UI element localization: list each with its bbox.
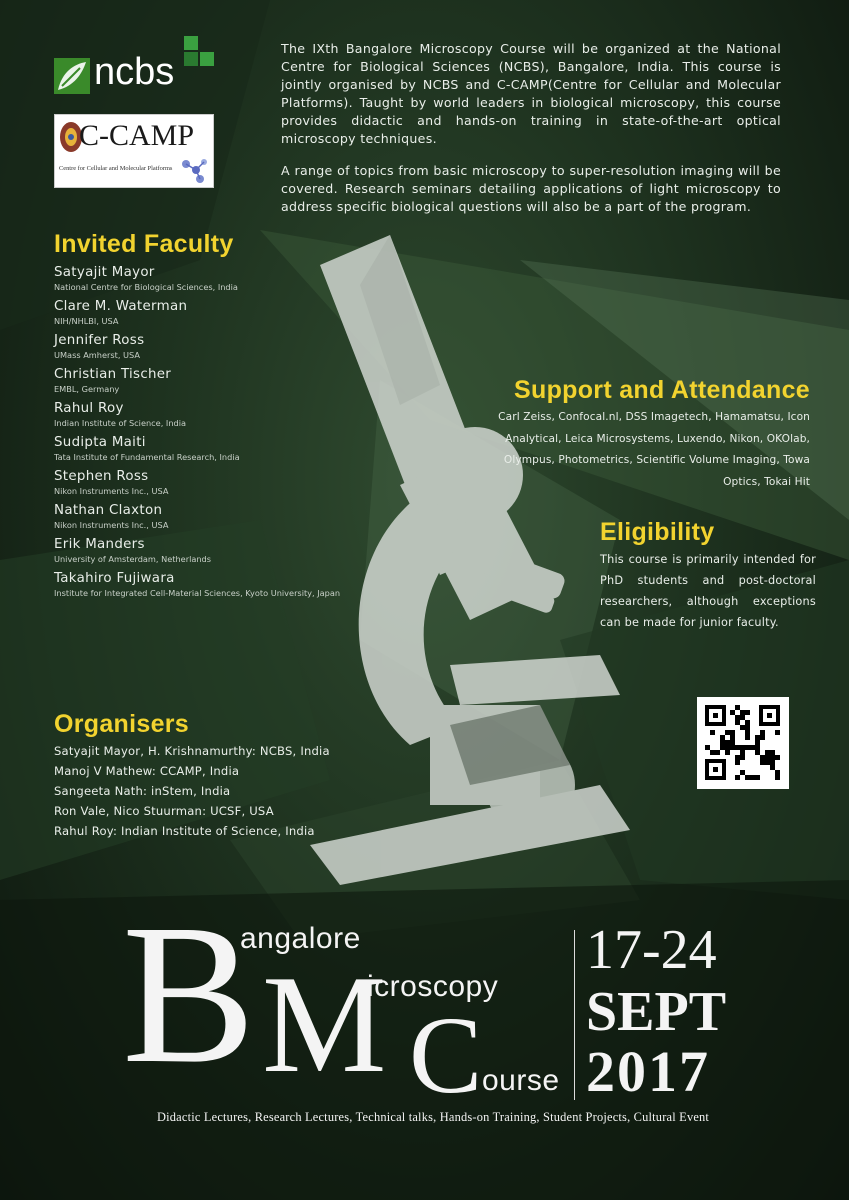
qr-finder-pattern: [759, 705, 780, 726]
title-letter-b: B: [122, 884, 256, 1105]
support-sponsors: Carl Zeiss, Confocal.nl, DSS Imagetech, Hamamatsu, Icon Analytical, Leica Microsystems, Luxendo, Nikon, OKOlab, Olympus, Photometrics, Scientific Volume Imaging, Towa Optics, Tokai Hit: [498, 411, 810, 488]
qr-module: [775, 775, 780, 780]
title-word-course: ourse: [482, 1064, 560, 1097]
qr-module: [745, 735, 750, 740]
faculty-item: [54, 263, 384, 293]
organisers-list: [54, 741, 374, 841]
faculty-affiliation: Nikon Instruments Inc., USA: [54, 486, 169, 496]
ncbs-square-icon: [184, 36, 198, 50]
qr-module: [715, 750, 720, 755]
eligibility-title: Eligibility: [600, 518, 715, 546]
support-section: [474, 376, 810, 493]
qr-module: [740, 755, 745, 760]
qr-finder-pattern: [705, 705, 726, 726]
support-title: Support and Attendance: [514, 376, 810, 404]
eligibility-text: This course is primarily intended for PhD students and post-doctoral researchers, although exceptions can be made for junior faculty.: [600, 553, 816, 629]
ccamp-logo: [54, 114, 214, 188]
event-month: SEPT: [586, 981, 727, 1043]
faculty-affiliation: National Centre for Biological Sciences, India: [54, 282, 238, 292]
invited-faculty-section: [54, 230, 384, 603]
organiser-line: Manoj V Mathew: CCAMP, India: [54, 764, 240, 778]
eligibility-section: [600, 518, 816, 633]
qr-module: [735, 760, 740, 765]
faculty-item: [54, 569, 384, 599]
faculty-item: [54, 433, 384, 463]
qr-module: [775, 755, 780, 760]
faculty-affiliation: UMass Amherst, USA: [54, 350, 141, 360]
title-letter-c: C: [409, 994, 483, 1116]
intro-paragraph-2: A range of topics from basic microscopy to super-resolution imaging will be covered. Research seminars detailing applications of light microscopy to address specific biological questions will also be a part of the program.: [281, 163, 781, 214]
faculty-item: [54, 467, 384, 497]
intro-text: [281, 40, 781, 230]
faculty-affiliation: University of Amsterdam, Netherlands: [54, 554, 212, 564]
intro-paragraph-1: The IXth Bangalore Microscopy Course will be organized at the National Centre for Biological Sciences (NCBS), Bangalore, India. This course is jointly organised by NCBS and C-CAMP(Centre for Cellular and Molecular Platforms). Taught by world leaders in biological microscopy, this course provides didactic and hands-on training in state-of-the-art optical microscopy techniques.: [281, 41, 781, 146]
organiser-line: Rahul Roy: Indian Institute of Science, India: [54, 824, 315, 838]
qr-module: [775, 730, 780, 735]
qr-module: [745, 710, 750, 715]
ccamp-wordmark: C-CAMP: [79, 119, 195, 152]
ncbs-square-icon: [200, 52, 214, 66]
ncbs-square-icon: [184, 52, 198, 66]
faculty-affiliation: EMBL, Germany: [54, 384, 120, 394]
organisers-section: [54, 710, 374, 841]
invited-faculty-title: Invited Faculty: [54, 230, 234, 258]
faculty-affiliation: Nikon Instruments Inc., USA: [54, 520, 169, 530]
faculty-name: Nathan Claxton: [54, 503, 163, 518]
qr-module: [710, 730, 715, 735]
faculty-name: Christian Tischer: [54, 367, 172, 382]
faculty-name: Takahiro Fujiwara: [54, 571, 175, 586]
faculty-affiliation: Institute for Integrated Cell-Material Sciences, Kyoto University, Japan: [54, 588, 341, 598]
faculty-name: Satyajit Mayor: [54, 265, 155, 280]
faculty-item: [54, 365, 384, 395]
qr-module: [760, 735, 765, 740]
faculty-name: Rahul Roy: [54, 401, 124, 416]
microscope-stage: [450, 655, 620, 705]
tagline: Didactic Lectures, Research Lectures, Technical talks, Hands-on Training, Student Projects, Cultural Event: [157, 1110, 710, 1124]
organiser-line: Satyajit Mayor, H. Krishnamurthy: NCBS, India: [54, 744, 330, 758]
qr-module: [755, 775, 760, 780]
ncbs-leaf-icon: [54, 58, 90, 94]
event-dates: 17-24: [586, 919, 717, 981]
title-letter-m: M: [262, 947, 387, 1102]
organisers-title: Organisers: [54, 710, 190, 738]
event-year: 2017: [586, 1039, 710, 1104]
faculty-item: [54, 501, 384, 531]
molecule-icon: [180, 156, 210, 184]
title-word-bangalore: angalore: [240, 922, 361, 955]
qr-finder-pattern: [705, 759, 726, 780]
faculty-name: Erik Manders: [54, 537, 145, 552]
faculty-name: Stephen Ross: [54, 469, 149, 484]
faculty-item: [54, 331, 384, 361]
faculty-name: Clare M. Waterman: [54, 299, 188, 314]
faculty-item: [54, 399, 384, 429]
organiser-line: Sangeeta Nath: inStem, India: [54, 784, 231, 798]
faculty-item: [54, 535, 384, 565]
faculty-affiliation: Indian Institute of Science, India: [54, 418, 187, 428]
qr-code[interactable]: [697, 697, 789, 789]
faculty-affiliation: NIH/NHLBI, USA: [54, 316, 119, 326]
faculty-affiliation: Tata Institute of Fundamental Research, India: [54, 452, 240, 462]
faculty-name: Jennifer Ross: [54, 333, 145, 348]
title-divider: [574, 930, 575, 1100]
ncbs-wordmark: ncbs: [94, 51, 175, 93]
title-word-microscopy: icroscopy: [367, 970, 499, 1003]
faculty-list: [54, 263, 384, 599]
ncbs-logo: [54, 36, 219, 96]
qr-module: [735, 775, 740, 780]
faculty-name: Sudipta Maiti: [54, 435, 146, 450]
ccamp-subtitle: Centre for Cellular and Molecular Platforms: [59, 165, 173, 172]
qr-module: [725, 750, 730, 755]
faculty-item: [54, 297, 384, 327]
organiser-line: Ron Vale, Nico Stuurman: UCSF, USA: [54, 804, 274, 818]
